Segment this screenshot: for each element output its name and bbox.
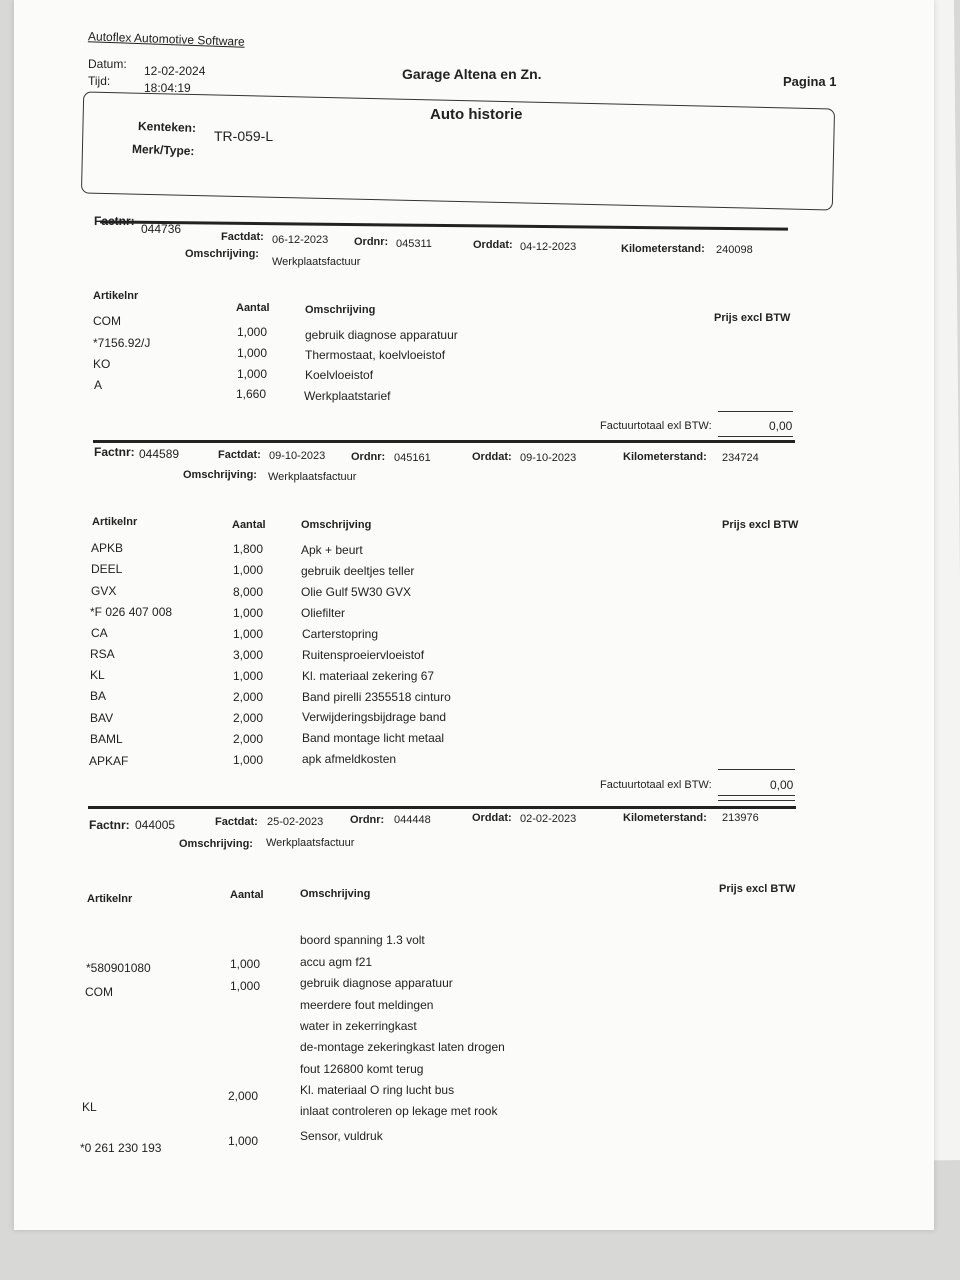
invoice-1-omschrijving: Werkplaatsfactuur: [272, 256, 361, 268]
invoice-2-line-8-aantal: 2,000: [233, 690, 264, 704]
invoice-3-factnr-label: Factnr:: [89, 818, 130, 832]
invoice-2-line-9-oms: Verwijderingsbijdrage band: [302, 710, 447, 724]
invoice-3-line-8-oms: Kl. materiaal O ring lucht bus: [300, 1083, 455, 1097]
kenteken-value: TR-059-L: [214, 128, 274, 144]
invoice-1-ordnr-label: Ordnr:: [354, 236, 389, 248]
invoice-2-separator: [93, 440, 795, 443]
invoice-2-col-prijs: Prijs excl BTW: [722, 519, 799, 531]
invoice-3-omschrijving-label: Omschrijving:: [179, 838, 253, 850]
invoice-3-line-10-aantal: 1,000: [228, 1134, 259, 1148]
invoice-1-separator: [100, 220, 788, 230]
invoice-2-km: 234724: [722, 452, 759, 464]
invoice-2-line-8-oms: Band pirelli 2355518 cinturo: [302, 690, 451, 704]
invoice-3-factdat: 25-02-2023: [267, 816, 324, 828]
invoice-2-line-4-art: *F 026 407 008: [90, 605, 173, 619]
invoice-3-col-aantal: Aantal: [230, 889, 264, 901]
vendor-name: Autoflex Automotive Software: [87, 29, 245, 49]
invoice-1-factnr-label: Factnr:: [94, 214, 135, 228]
invoice-3-line-9-oms: inlaat controleren op lekage met rook: [300, 1104, 498, 1118]
invoice-2-line-3-art: GVX: [91, 584, 117, 598]
invoice-1-line-3-aantal: 1,000: [237, 367, 268, 381]
invoice-2-line-2-aantal: 1,000: [233, 563, 264, 577]
invoice-1-line-3-oms: Koelvloeistof: [305, 368, 374, 382]
invoice-1-factdat: 06-12-2023: [272, 234, 329, 246]
invoice-3-orddat: 02-02-2023: [520, 813, 577, 825]
invoice-2-col-artikelnr: Artikelnr: [92, 516, 138, 528]
invoice-2-line-1-art: APKB: [91, 541, 124, 555]
tijd-label: Tijd:: [88, 74, 111, 88]
invoice-2-total: 0,00: [770, 778, 794, 792]
invoice-2-km-label: Kilometerstand:: [623, 451, 707, 463]
invoice-2-orddat: 09-10-2023: [520, 452, 577, 464]
invoice-3-orddat-label: Orddat:: [472, 812, 512, 824]
invoice-3-km-label: Kilometerstand:: [623, 812, 707, 824]
invoice-3-ordnr-label: Ordnr:: [350, 814, 385, 826]
invoice-2-omschrijving-label: Omschrijving:: [183, 469, 257, 481]
invoice-3-omschrijving: Werkplaatsfactuur: [266, 837, 355, 849]
invoice-3-factnr: 044005: [135, 818, 176, 832]
invoice-2-line-10-aantal: 2,000: [233, 732, 264, 746]
invoice-2-line-6-art: RSA: [90, 647, 115, 661]
invoice-1-col-aantal: Aantal: [236, 302, 270, 314]
invoice-2-total-label: Factuurtotaal exl BTW:: [600, 779, 712, 791]
invoice-1-orddat-label: Orddat:: [473, 239, 513, 251]
invoice-1-line-2-oms: Thermostaat, koelvloeistof: [305, 348, 446, 362]
invoice-2-line-5-art: CA: [91, 626, 108, 640]
invoice-3-line-8-aantal: 2,000: [228, 1089, 259, 1103]
invoice-3-line-7-oms: fout 126800 komt terug: [300, 1062, 424, 1076]
invoice-1-total: 0,00: [769, 419, 793, 433]
invoice-3-separator: [88, 806, 796, 809]
invoice-2-line-9-art: BAV: [90, 711, 114, 725]
invoice-3-factdat-label: Factdat:: [215, 816, 258, 828]
invoice-2-omschrijving: Werkplaatsfactuur: [268, 471, 357, 483]
invoice-2-line-7-art: KL: [90, 668, 105, 682]
page-number: Pagina 1: [783, 74, 837, 89]
invoice-1-col-artikelnr: Artikelnr: [93, 290, 139, 302]
invoice-1-orddat: 04-12-2023: [520, 241, 577, 253]
invoice-1-col-prijs: Prijs excl BTW: [714, 312, 791, 324]
invoice-3-col-omschrijving: Omschrijving: [300, 888, 371, 900]
invoice-2-line-10-oms: Band montage licht metaal: [302, 731, 445, 745]
invoice-2-orddat-label: Orddat:: [472, 451, 512, 463]
invoice-3-line-3-oms: gebruik diagnose apparatuur: [300, 976, 453, 990]
invoice-2-factdat: 09-10-2023: [269, 450, 326, 462]
invoice-2-line-6-aantal: 3,000: [233, 648, 264, 662]
invoice-2-line-2-art: DEEL: [91, 562, 123, 576]
invoice-3-line-2-aantal: 1,000: [230, 957, 261, 971]
invoice-2-line-11-oms: apk afmeldkosten: [302, 752, 397, 766]
invoice-1-subtotal-line: [718, 411, 793, 412]
invoice-2-line-8-art: BA: [90, 689, 107, 703]
invoice-1-omschrijving-label: Omschrijving:: [185, 248, 259, 260]
invoice-1-line-1-oms: gebruik diagnose apparatuur: [305, 328, 458, 342]
document-title: Auto historie: [430, 106, 523, 123]
invoice-3-line-4-oms: meerdere fout meldingen: [300, 998, 434, 1012]
invoice-2-ordnr-label: Ordnr:: [351, 451, 386, 463]
invoice-2-subtotal-line: [718, 769, 795, 770]
invoice-2-line-3-oms: Olie Gulf 5W30 GVX: [301, 585, 412, 599]
invoice-3-line-2-oms: accu agm f21: [300, 955, 373, 969]
invoice-2-line-3-aantal: 8,000: [233, 585, 264, 599]
invoice-2-factnr: 044589: [139, 447, 180, 461]
invoice-2-line-4-aantal: 1,000: [233, 606, 264, 620]
invoice-1-factnr: 044736: [141, 222, 182, 236]
invoice-1-line-3-art: KO: [93, 357, 111, 371]
kenteken-label: Kenteken:: [137, 118, 197, 136]
invoice-1-line-4-oms: Werkplaatstarief: [304, 389, 391, 403]
invoice-2-line-1-oms: Apk + beurt: [301, 543, 363, 557]
invoice-1-factdat-label: Factdat:: [221, 231, 264, 243]
invoice-history-page: [14, 0, 934, 1230]
datum-value: 12-02-2024: [144, 64, 206, 78]
invoice-2-line-11-aantal: 1,000: [233, 753, 264, 767]
invoice-3-line-1-oms: boord spanning 1.3 volt: [300, 933, 425, 947]
invoice-2-line-6-oms: Ruitensproeiervloeistof: [302, 648, 425, 662]
tijd-value: 18:04:19: [144, 81, 191, 95]
invoice-1-ordnr: 045311: [396, 238, 432, 250]
merk-type-label: Merk/Type:: [131, 141, 195, 159]
invoice-1-line-4-art: A: [94, 378, 103, 392]
invoice-1-line-2-aantal: 1,000: [237, 346, 268, 360]
invoice-1-line-2-art: *7156.92/J: [93, 336, 151, 350]
invoice-2-line-10-art: BAML: [90, 732, 123, 746]
invoice-2-col-omschrijving: Omschrijving: [301, 519, 372, 531]
invoice-1-km: 240098: [716, 244, 753, 256]
invoice-3-line-3-aantal: 1,000: [230, 979, 261, 993]
invoice-3-line-10-oms: Sensor, vuldruk: [300, 1129, 383, 1143]
invoice-3-km: 213976: [722, 812, 759, 824]
invoice-3-line-9-art: KL: [82, 1100, 97, 1114]
invoice-1-km-label: Kilometerstand:: [621, 243, 705, 255]
invoice-2-line-1-aantal: 1,800: [233, 542, 264, 556]
invoice-1-line-1-art: COM: [93, 314, 121, 328]
invoice-1-total-label: Factuurtotaal exl BTW:: [600, 420, 712, 432]
invoice-2-line-4-oms: Oliefilter: [301, 606, 346, 620]
invoice-2-total-double-line: [718, 795, 795, 801]
invoice-2-line-7-oms: Kl. materiaal zekering 67: [302, 669, 435, 683]
invoice-2-col-aantal: Aantal: [232, 519, 266, 531]
invoice-2-ordnr: 045161: [394, 452, 431, 464]
invoice-2-line-7-aantal: 1,000: [233, 669, 264, 683]
invoice-2-factnr-label: Factnr:: [94, 445, 135, 459]
invoice-3-col-artikelnr: Artikelnr: [87, 893, 133, 905]
invoice-3-line-2-art: *580901080: [86, 961, 151, 975]
invoice-3-line-10-art: *0 261 230 193: [80, 1141, 162, 1155]
invoice-2-factdat-label: Factdat:: [218, 449, 261, 461]
invoice-3-ordnr: 044448: [394, 814, 431, 826]
invoice-2-line-5-aantal: 1,000: [233, 627, 264, 641]
invoice-2-line-9-aantal: 2,000: [233, 711, 264, 725]
invoice-2-line-5-oms: Carterstopring: [302, 627, 379, 641]
company-name: Garage Altena en Zn.: [402, 66, 542, 82]
invoice-2-line-11-art: APKAF: [89, 754, 129, 768]
invoice-2-line-2-oms: gebruik deeltjes teller: [301, 564, 415, 578]
invoice-3-line-5-oms: water in zekerringkast: [300, 1019, 417, 1033]
invoice-1-line-4-aantal: 1,660: [236, 387, 267, 401]
invoice-3-line-3-art: COM: [85, 985, 113, 999]
invoice-1-col-omschrijving: Omschrijving: [305, 304, 376, 316]
invoice-3-col-prijs: Prijs excl BTW: [719, 883, 796, 895]
invoice-1-line-1-aantal: 1,000: [237, 325, 268, 339]
datum-label: Datum:: [88, 57, 127, 71]
invoice-3-line-6-oms: de-montage zekeringkast laten drogen: [300, 1040, 505, 1054]
